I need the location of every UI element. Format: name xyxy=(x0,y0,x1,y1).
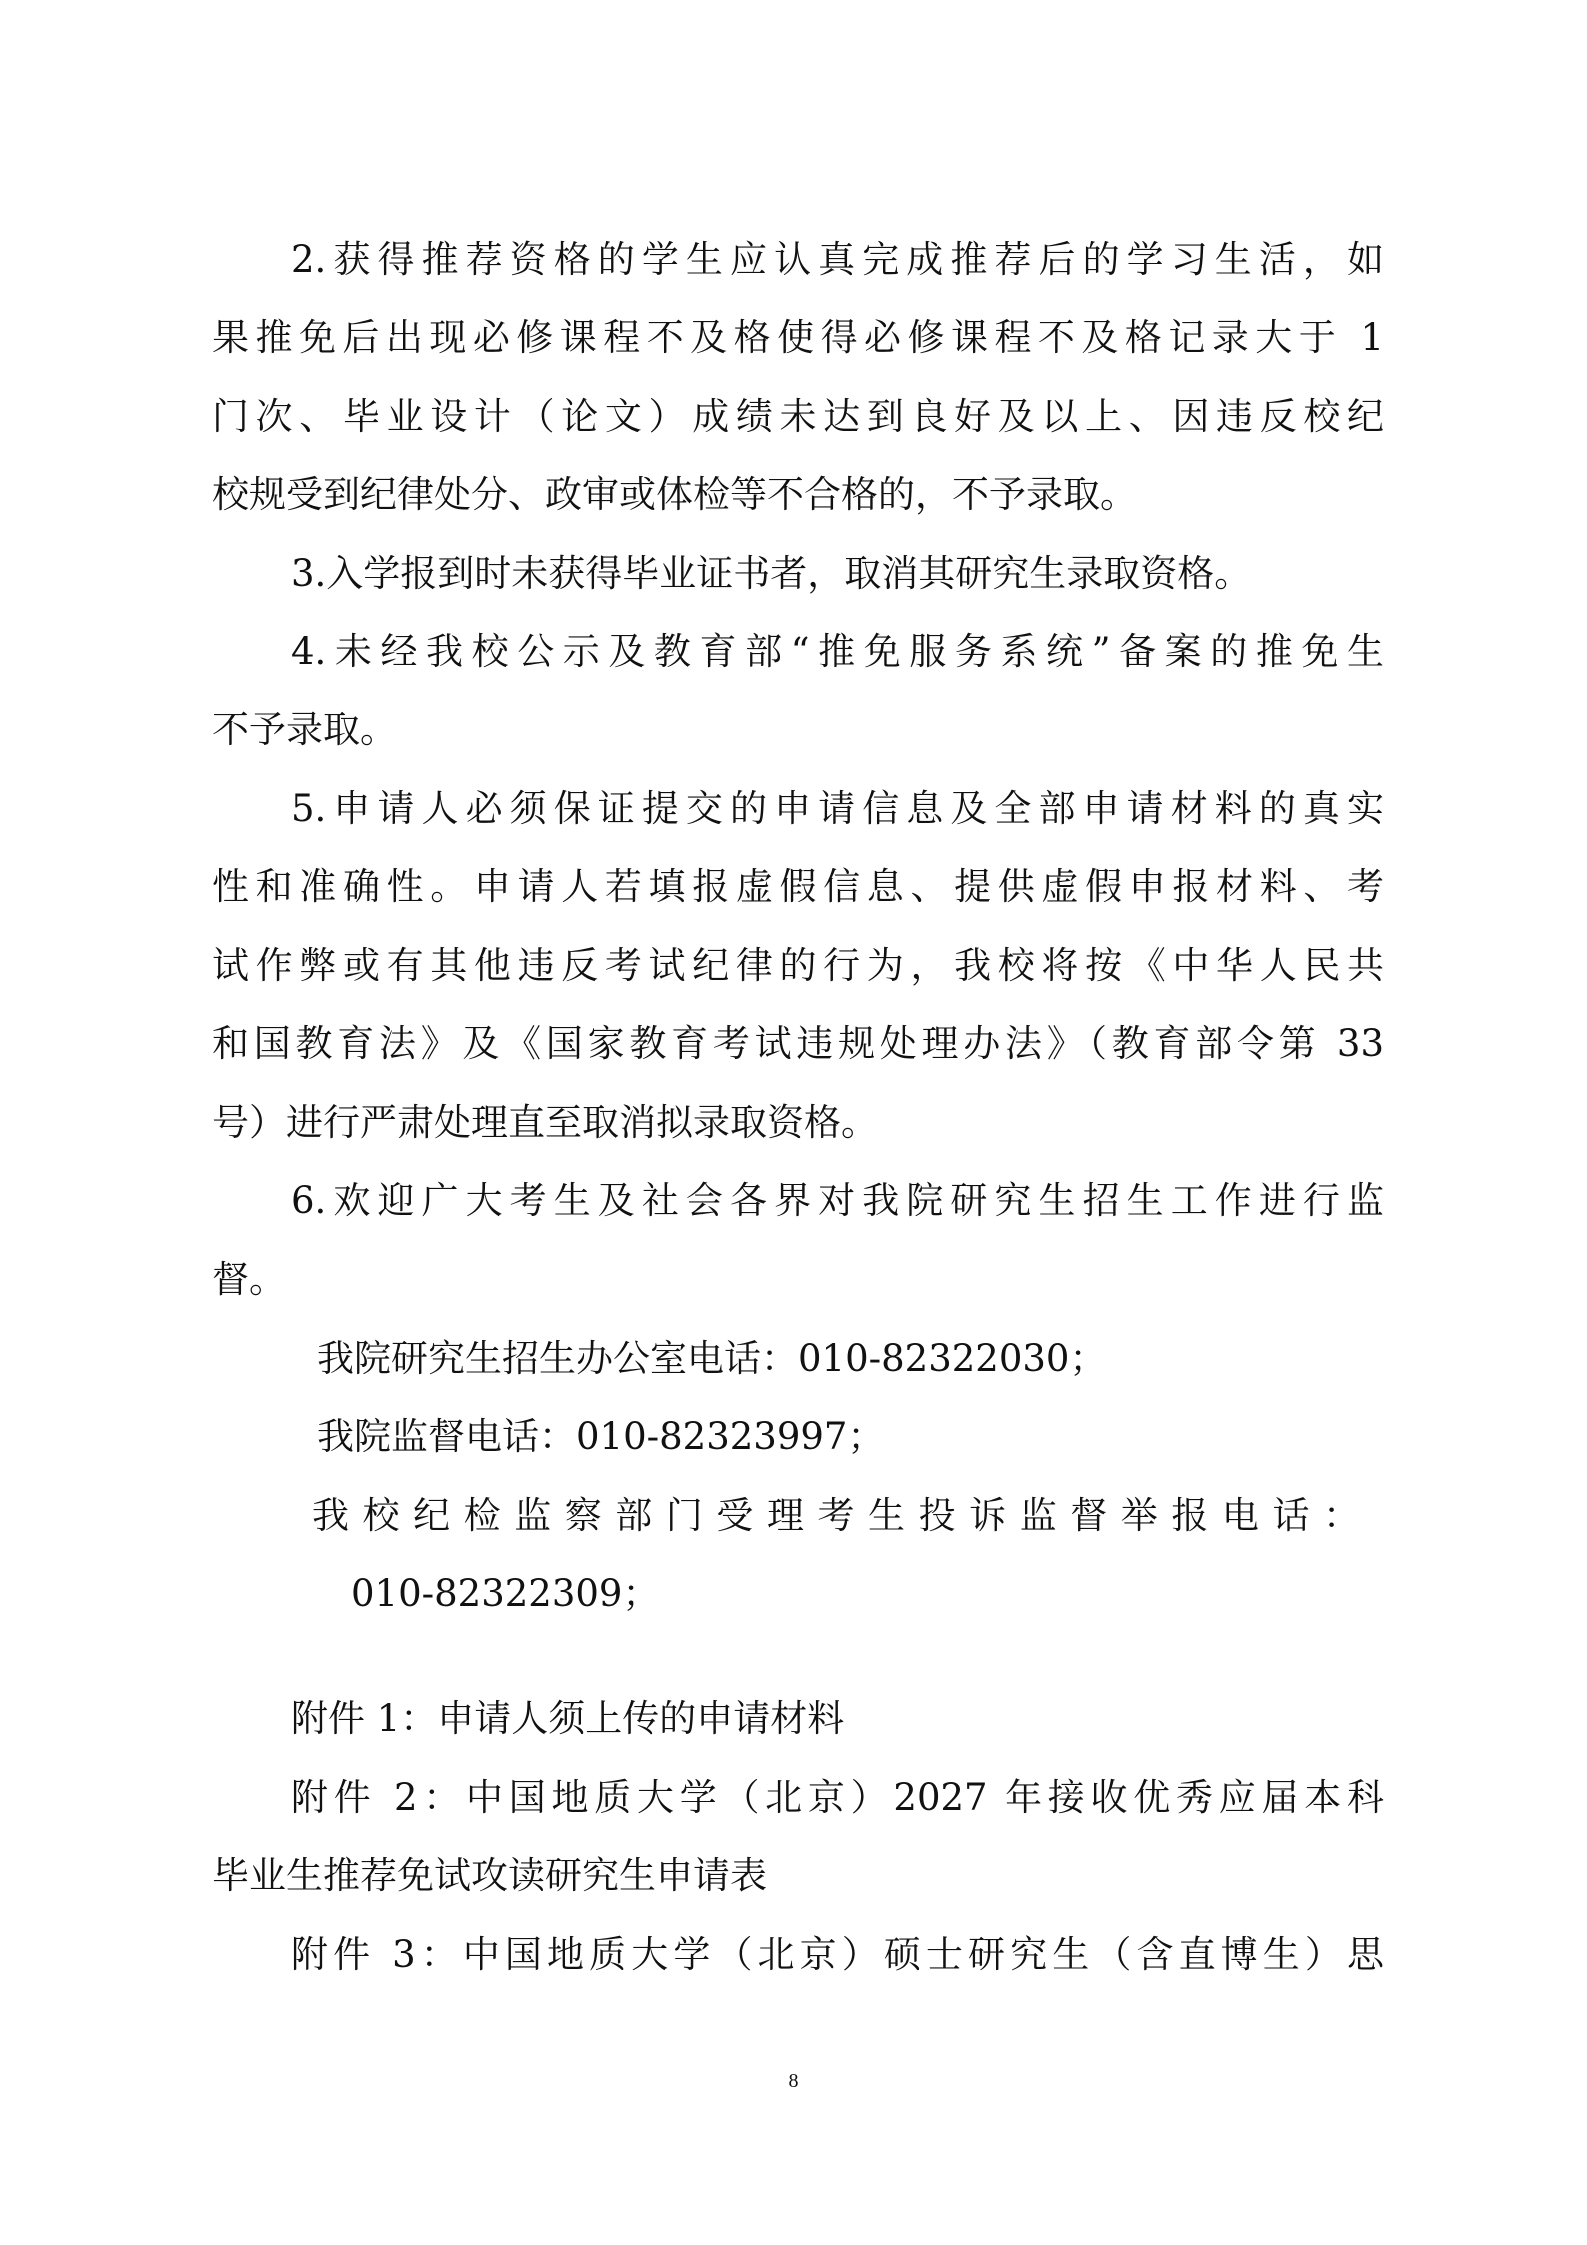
attachment-2-line-1: 附件 2：中国地质大学（北京）2027 年接收优秀应届本科 xyxy=(291,1776,1384,1819)
item-5-line-2: 性和准确性。申请人若填报虚假信息、提供虚假申报材料、考 xyxy=(212,865,1384,908)
item-5-line-3: 试作弊或有其他违反考试纪律的行为，我校将按《中华人民共 xyxy=(212,944,1384,987)
discipline-phone-number: 010-82322309； xyxy=(351,1572,660,1615)
item-4-line-1: 4.未经我校公示及教育部“推免服务系统”备案的推免生 xyxy=(291,630,1384,673)
item-5-line-5: 号）进行严肃处理直至取消拟录取资格。 xyxy=(212,1101,878,1144)
admissions-office-phone: 我院研究生招生办公室电话：010-82322030； xyxy=(317,1337,1107,1380)
supervision-phone: 我院监督电话：010-82323997； xyxy=(317,1415,885,1458)
item-3-line-1: 3.入学报到时未获得毕业证书者，取消其研究生录取资格。 xyxy=(291,552,1252,595)
page-number: 8 xyxy=(788,2070,799,2092)
item-2-line-3: 门次、毕业设计（论文）成绩未达到良好及以上、因违反校纪 xyxy=(212,395,1384,438)
item-2-line-4: 校规受到纪律处分、政审或体检等不合格的，不予录取。 xyxy=(212,473,1137,516)
item-5-line-4: 和国教育法》及《国家教育考试违规处理办法》（教育部令第 33 xyxy=(212,1022,1384,1065)
item-5-line-1: 5.申请人必须保证提交的申请信息及全部申请材料的真实 xyxy=(291,787,1384,830)
discipline-phone-label: 我校纪检监察部门受理考生投诉监督举报电话： xyxy=(312,1494,1360,1537)
item-2-line-2: 果推免后出现必修课程不及格使得必修课程不及格记录大于 1 xyxy=(212,316,1384,359)
item-6-line-2: 督。 xyxy=(212,1258,286,1301)
item-6-line-1: 6.欢迎广大考生及社会各界对我院研究生招生工作进行监 xyxy=(291,1179,1384,1222)
attachment-2-line-2: 毕业生推荐免试攻读研究生申请表 xyxy=(212,1854,767,1897)
attachment-3-line-1: 附件 3：中国地质大学（北京）硕士研究生（含直博生）思 xyxy=(291,1933,1384,1976)
attachment-1: 附件 1：申请人须上传的申请材料 xyxy=(291,1697,845,1740)
item-2-line-1: 2.获得推荐资格的学生应认真完成推荐后的学习生活，如 xyxy=(291,238,1384,281)
item-4-line-2: 不予录取。 xyxy=(212,708,397,751)
